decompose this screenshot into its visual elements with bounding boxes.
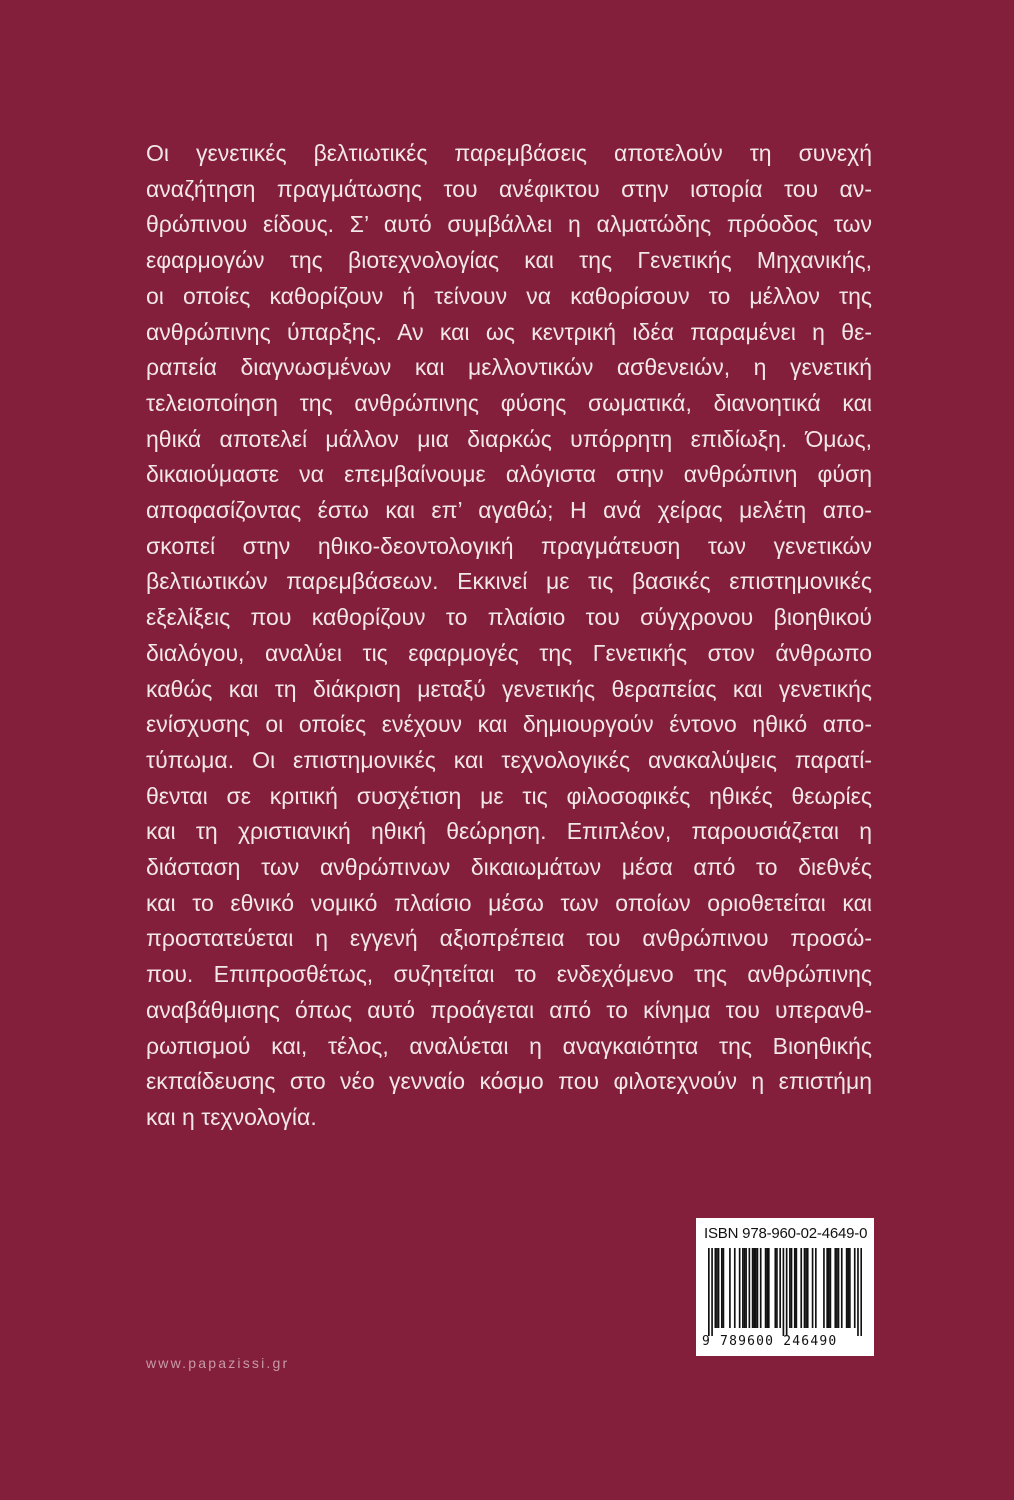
barcode-bar — [718, 1248, 720, 1328]
barcode-bar — [774, 1248, 776, 1328]
barcode-bar — [752, 1248, 754, 1328]
blurb-line: ραπεία διαγνωσμένων και μελλοντικών ασθενειών, η γενετική — [146, 354, 872, 381]
barcode-bar — [779, 1248, 781, 1328]
blurb-line: ηθικά αποτελεί μάλλον μια διαρκώς υπόρρητη επιδίωξη. Όμως, — [146, 425, 872, 452]
blurb-line: αποφασίζοντας έστω και επ’ αγαθώ; Η ανά χείρας μελέτη απο- — [146, 497, 872, 524]
blurb-line: αναζήτηση πραγμάτωσης του ανέφικτου στην ιστορία του αν- — [146, 175, 872, 202]
barcode-bar — [786, 1248, 788, 1336]
barcode-bar — [721, 1248, 723, 1328]
blurb-line: δικαιούμαστε να επεμβαίνουμε αλόγιστα στην ανθρώπινη φύση — [146, 461, 872, 488]
blurb-line: τύπωμα. Οι επιστημονικές και τεχνολογικές ανακαλύψεις παρατί- — [146, 746, 872, 773]
barcode-bar — [734, 1248, 736, 1328]
barcode-bar — [755, 1248, 757, 1328]
barcode-bar — [805, 1248, 807, 1328]
barcode-bar — [823, 1248, 825, 1328]
publisher-website: www.papazissi.gr — [146, 1355, 290, 1371]
barcode-bar — [815, 1248, 817, 1328]
barcode-bar — [776, 1248, 778, 1328]
barcode-bar — [791, 1248, 793, 1328]
barcode-bar — [729, 1248, 731, 1328]
barcode-bar — [716, 1248, 718, 1328]
blurb-line: διάσταση των ανθρώπινων δικαιωμάτων μέσα από το διεθνές — [146, 854, 872, 881]
barcode-bar — [723, 1248, 725, 1328]
barcode-bar — [830, 1248, 832, 1328]
barcode-bar — [766, 1248, 768, 1328]
barcode-bar — [800, 1248, 802, 1328]
barcode-bar — [838, 1248, 840, 1328]
blurb-text — [146, 136, 872, 1136]
blurb-line: αναβάθμισης όπως αυτό προάγεται από το κίνημα του υπερανθ- — [146, 996, 872, 1023]
blurb-line: εφαρμογών της βιοτεχνολογίας και της Γενετικής Μηχανικής, — [146, 247, 872, 274]
blurb-line: ρωπισμού και, τέλος, αναλύεται η αναγκαιότητα της Βιοηθικής — [146, 1032, 872, 1059]
blurb-line: διαλόγου, αναλύει τις εφαρμογές της Γενετικής στον άνθρωπο — [146, 639, 872, 666]
blurb-line: εξελίξεις που καθορίζουν το πλαίσιο του σύγχρονου βιοηθικού — [146, 604, 872, 631]
barcode-bar — [783, 1248, 785, 1336]
barcode-digits: 9 789600 246490 — [702, 1334, 838, 1349]
barcode-bar — [742, 1248, 744, 1328]
barcode-bar — [841, 1248, 843, 1328]
barcode-bar — [757, 1248, 759, 1328]
blurb-line: ενίσχυσης οι οποίες ενέχουν και δημιουργούν έντονο ηθικό απο- — [146, 711, 872, 738]
barcode-bar — [789, 1248, 791, 1328]
barcode-bar — [749, 1248, 751, 1328]
blurb-line: βελτιωτικών παρεμβάσεων. Εκκινεί με τις βασικές επιστημονικές — [146, 568, 872, 595]
barcode-bar — [860, 1248, 862, 1336]
blurb-line: και το εθνικό νομικό πλαίσιο μέσω των οποίων οριοθετείται και — [146, 889, 872, 916]
barcode-bar — [847, 1248, 849, 1328]
blurb-line: προστατεύεται η εγγενή αξιοπρέπεια του ανθρώπινου προσώ- — [146, 925, 872, 952]
barcode-bar — [765, 1248, 767, 1328]
blurb-line: και τη χριστιανική ηθική θεώρηση. Επιπλέον, παρουσιάζεται η — [146, 818, 872, 845]
blurb-line: και η τεχνολογία. — [146, 1103, 317, 1130]
barcode-bar — [714, 1248, 716, 1328]
barcode-bar — [804, 1248, 806, 1328]
barcode-bar — [745, 1248, 747, 1328]
barcode-bar — [849, 1248, 851, 1328]
blurb-line: τελειοποίηση της ανθρώπινης φύσης σωματικά, διανοητικά και — [146, 389, 872, 416]
barcode-bar — [711, 1248, 713, 1336]
barcode-bar — [846, 1248, 848, 1328]
barcode-bar — [794, 1248, 796, 1328]
barcode-bar — [760, 1248, 762, 1328]
barcode-bar — [834, 1248, 836, 1328]
blurb-line: σκοπεί στην ηθικο-δεοντολογική πραγμάτευση των γενετικών — [146, 532, 872, 559]
blurb-line: Οι γενετικές βελτιωτικές παρεμβάσεις αποτελούν τη συνεχή — [146, 140, 872, 166]
barcode-bar — [812, 1248, 814, 1328]
barcode-bar — [857, 1248, 859, 1336]
barcode-bar — [796, 1248, 798, 1328]
isbn-label: ISBN 978-960-02-4649-0 — [704, 1225, 868, 1242]
blurb-line: θενται σε κριτική συσχέτιση με τις φιλοσοφικές ηθικές θεωρίες — [146, 782, 872, 809]
blurb-line: καθώς και τη διάκριση μεταξύ γενετικής θεραπείας και γενετικής — [146, 675, 872, 702]
barcode-bar — [753, 1248, 755, 1328]
barcode-bar — [708, 1248, 710, 1336]
blurb-line: οι οποίες καθορίζουν ή τείνουν να καθορίσουν το μέλλον της — [146, 282, 872, 309]
barcode-bar — [768, 1248, 770, 1328]
barcode-bar — [739, 1248, 741, 1328]
blurb-line: θρώπινου είδους. Σ’ αυτό συμβάλλει η αλματώδης πρόοδος των — [146, 211, 872, 238]
blurb-line: εκπαίδευσης στο νέο γενναίο κόσμο που φιλοτεχνούν η επιστήμη — [146, 1068, 872, 1095]
blurb-line: ανθρώπινης ύπαρξης. Αν και ως κεντρική ιδέα παραμένει η θε- — [146, 318, 872, 345]
barcode-bar — [826, 1248, 828, 1328]
barcode-bar — [807, 1248, 809, 1328]
barcode-bar — [828, 1248, 830, 1328]
blurb-line: που. Επιπροσθέτως, συζητείται το ενδεχόμενο της ανθρώπινης — [146, 961, 872, 988]
isbn-barcode-box — [696, 1218, 874, 1356]
barcode-bar — [836, 1248, 838, 1328]
barcode-bar — [854, 1248, 856, 1328]
barcode-bar — [744, 1248, 746, 1328]
barcode-image — [708, 1248, 862, 1336]
